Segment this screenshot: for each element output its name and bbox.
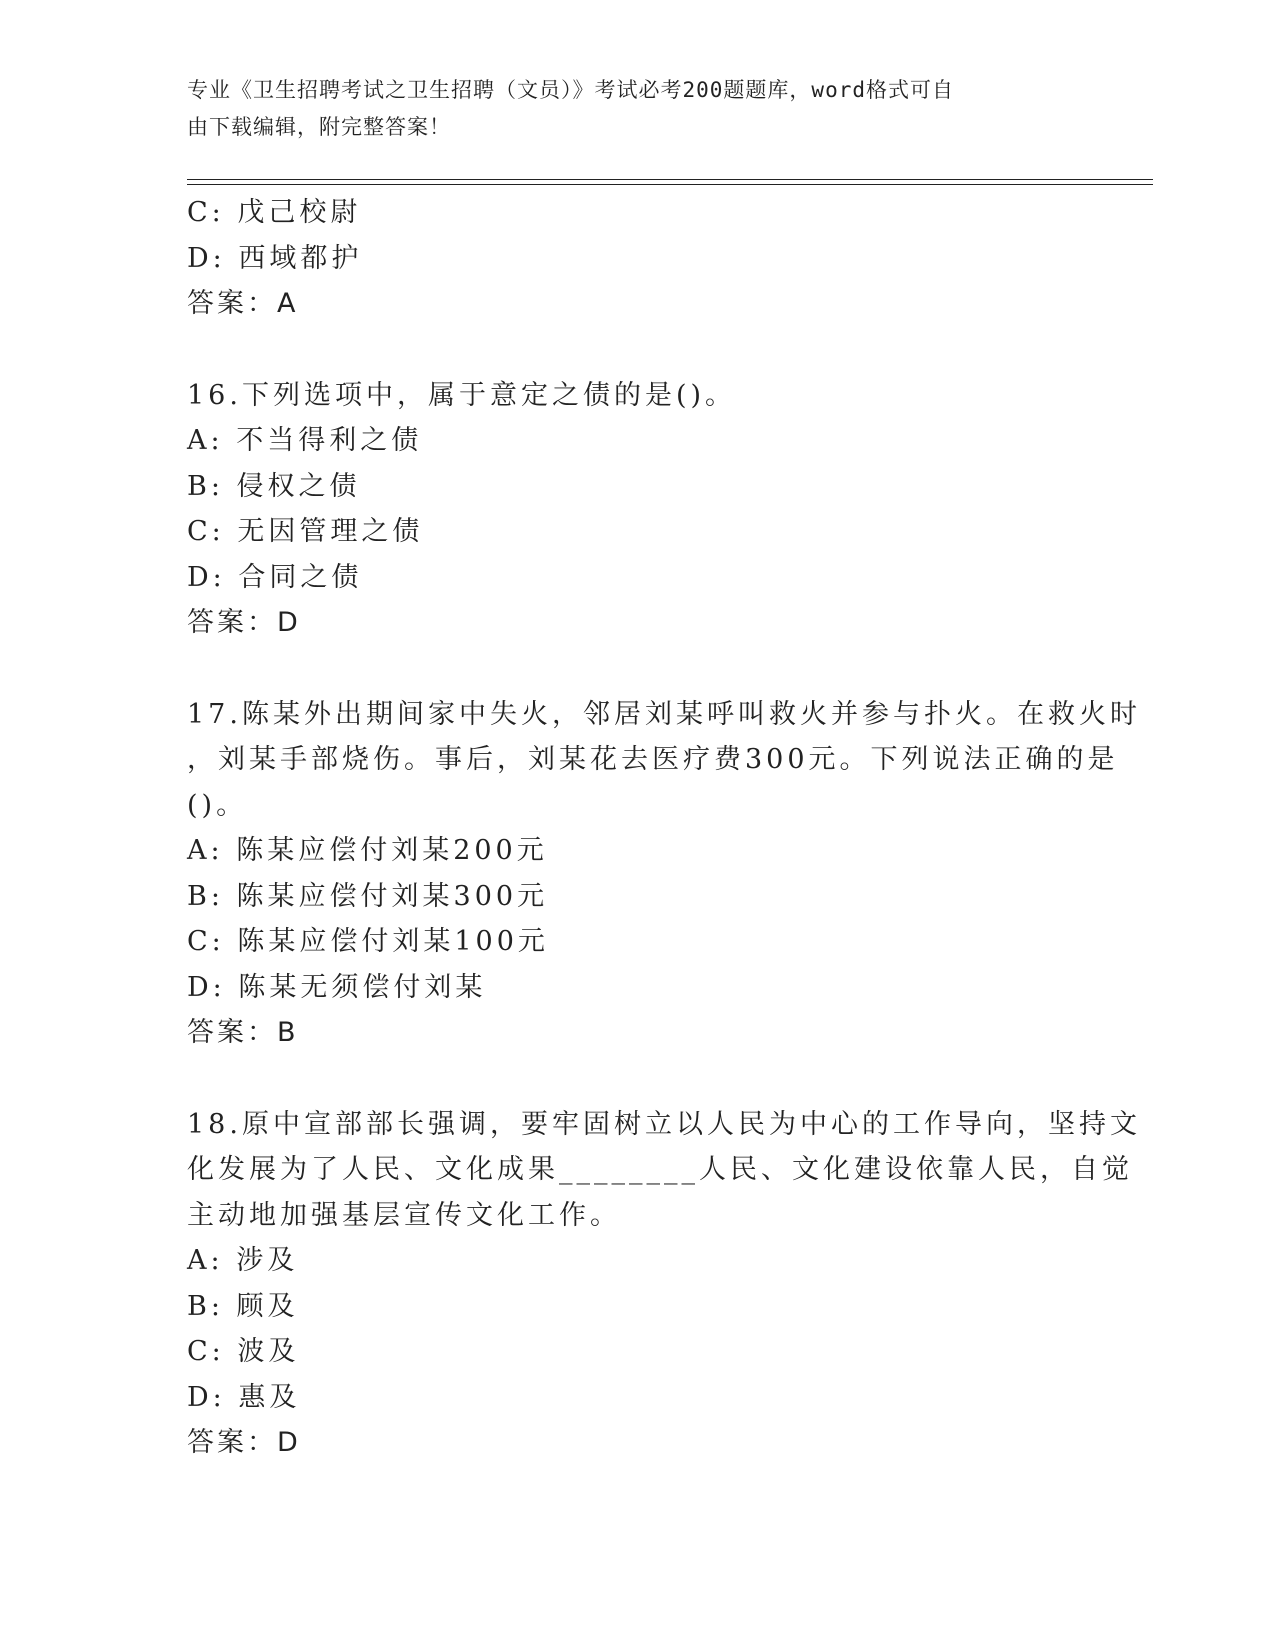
header-divider-bottom [187,184,1153,185]
option-label: B: [187,880,224,912]
option-label: C: [187,1336,225,1367]
option-label: B: [187,1290,224,1322]
option-label: C: [187,926,225,957]
option-text: 西域都护 [238,242,363,274]
question-17 [187,692,1141,1056]
option-text: 惠及 [238,1381,301,1413]
option-label: D: [187,971,226,1003]
option-label: A: [187,835,224,866]
question-18 [187,1102,1141,1466]
option-text: 戊己校尉 [237,197,362,228]
answer-line: 答案：A [187,288,299,319]
question-16 [187,373,1087,646]
option-a [187,828,1087,874]
question-stem-line-1: 17.陈某外出期间家中失火，邻居刘某呼叫救火并参与扑火。在救火时 [187,698,1141,730]
option-text: 波及 [237,1336,300,1367]
question-stem: 16.下列选项中，属于意定之债的是()。 [187,379,737,411]
option-label: A: [187,425,224,456]
spacer [187,1056,1087,1102]
option-c [187,1329,1087,1375]
question-stem-line-3: ()。 [187,789,248,821]
answer-line: 答案：D [187,1427,301,1458]
option-text: 陈某应偿付刘某100元 [237,926,549,957]
option-label: A: [187,1245,224,1276]
option-c [187,919,1087,965]
question-stem-line-3: 主动地加强基层宣传文化工作。 [187,1199,621,1231]
document-header [187,72,1067,146]
option-d [187,965,1087,1011]
header-line-1: 专业《卫生招聘考试之卫生招聘（文员）》考试必考200题题库，word格式可自 [187,78,954,102]
option-a [187,418,1087,464]
header-line-2: 由下载编辑，附完整答案！ [187,115,451,139]
option-label: D: [187,242,226,274]
option-d [187,555,1087,601]
option-text: 侵权之债 [236,470,361,502]
option-c [187,509,1087,555]
answer-line: 答案：D [187,607,301,638]
option-text: 无因管理之债 [237,516,424,547]
spacer [187,327,1087,373]
answer-line: 答案：B [187,1017,299,1048]
option-text: 陈某应偿付刘某200元 [236,835,548,866]
option-text: 涉及 [236,1245,299,1276]
option-b [187,1284,1087,1330]
option-d [187,236,1087,282]
option-label: D: [187,561,226,593]
question-stem-line-2: ，刘某手部烧伤。事后，刘某花去医疗费300元。下列说法正确的是 [187,744,1119,775]
header-divider-top [187,179,1153,180]
document-body [187,190,1141,1466]
option-text: 陈某无须偿付刘某 [238,971,487,1003]
spacer [187,646,1087,692]
option-label: C: [187,516,225,547]
option-text: 不当得利之债 [236,425,423,456]
question-stem-line-2: 化发展为了人民、文化成果________人民、文化建设依靠人民，自觉 [187,1154,1133,1185]
option-text: 顾及 [236,1290,299,1322]
question-15-continuation [187,190,1087,327]
option-d [187,1375,1087,1421]
option-c [187,190,1087,236]
question-stem-line-1: 18.原中宣部部长强调，要牢固树立以人民为中心的工作导向，坚持文 [187,1108,1141,1140]
option-a [187,1238,1087,1284]
option-label: C: [187,197,225,228]
option-text: 合同之债 [238,561,363,593]
option-text: 陈某应偿付刘某300元 [236,880,549,912]
option-label: D: [187,1381,226,1413]
option-b [187,874,1087,920]
option-b [187,464,1087,510]
option-label: B: [187,470,224,502]
